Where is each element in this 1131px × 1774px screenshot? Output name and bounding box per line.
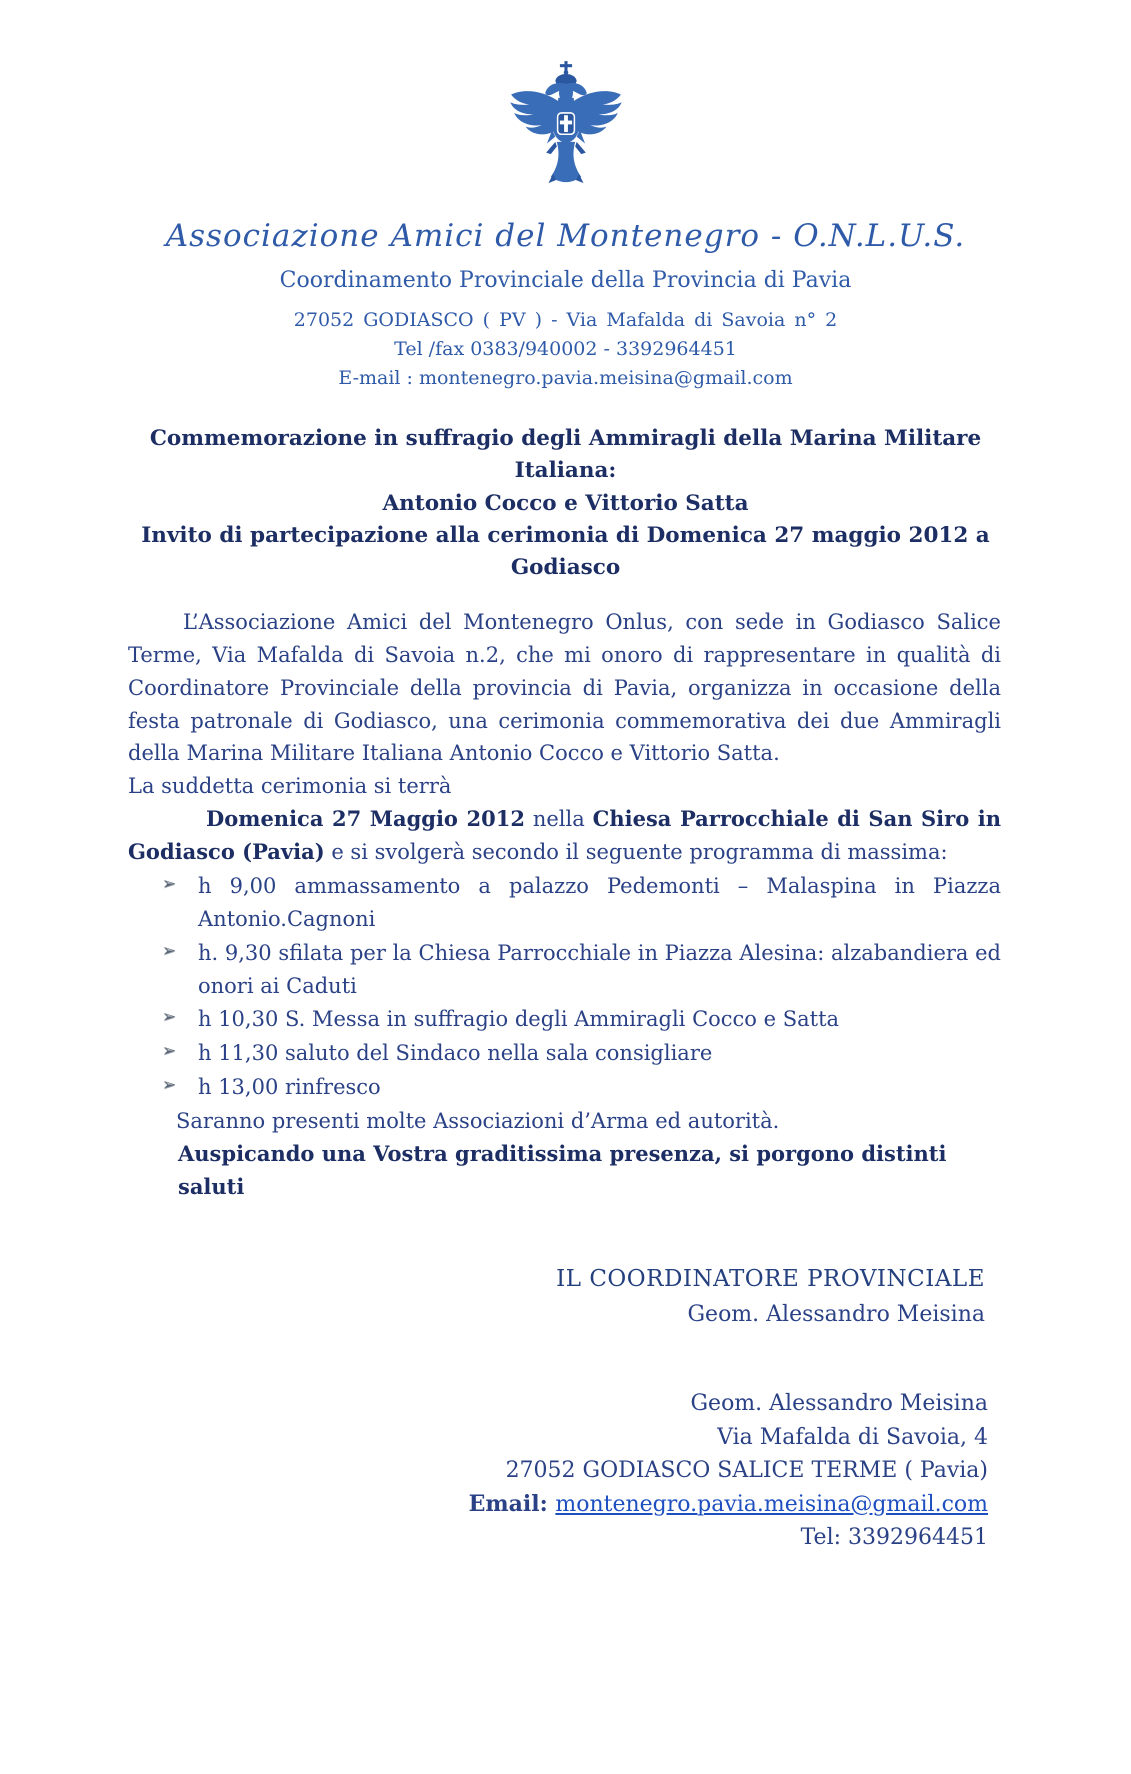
document-title: [0, 423, 1131, 584]
signer-name: Geom. Alessandro Meisina: [687, 1302, 985, 1328]
letterhead-phone: Tel /fax 0383/940002 - 3392964451: [394, 338, 737, 360]
letterhead-email: E-mail : montenegro.pavia.meisina@gmail.com: [338, 367, 793, 389]
contact-city: 27052 GODIASCO SALICE TERME ( Pavia): [505, 1458, 988, 1484]
title-line-2: Antonio Cocco e Vittorio Satta: [382, 490, 749, 516]
list-item: [160, 1071, 1001, 1104]
letterhead: [0, 0, 1131, 389]
arrow-bullet-icon: ➢: [162, 1074, 177, 1095]
letter-body: [0, 606, 1131, 1204]
email-link[interactable]: montenegro.pavia.meisina@gmail.com: [555, 1491, 988, 1517]
list-item: [160, 1037, 1001, 1070]
schedule-place: Chiesa Parrocchiale di San Siro in Godiasco (Pavia): [128, 805, 1001, 864]
title-line-3: Invito di partecipazione alla cerimonia di Domenica 27 maggio 2012 a Godiasco: [141, 522, 990, 580]
arrow-bullet-icon: ➢: [162, 1041, 177, 1061]
schedule-intro: [128, 803, 1001, 869]
schedule-text-2: e si svolgerà secondo il seguente programma di massima:: [324, 839, 948, 864]
contact-tel: Tel: 3392964451: [800, 1525, 988, 1550]
signer-role: IL COORDINATORE PROVINCIALE: [556, 1265, 985, 1292]
program-item-text: h 9,00 ammassamento a palazzo Pedemonti – Malaspina in Piazza Antonio.Cagnoni: [198, 874, 1001, 931]
list-item: [160, 937, 1001, 1003]
letterhead-subtitle: Coordinamento Provinciale della Provincia di Pavia: [279, 268, 852, 293]
title-line-1: Commemorazione in suffragio degli Ammiragli della Marina Militare Italiana:: [149, 426, 982, 484]
email-label: Email:: [468, 1490, 556, 1517]
contact-name: Geom. Alessandro Meisina: [690, 1391, 988, 1417]
letterhead-address: 27052 GODIASCO ( PV ) - Via Mafalda di Savoia n° 2: [293, 309, 838, 331]
bottom-margin: [0, 1554, 1131, 1774]
program-list: [160, 870, 1001, 1103]
contact-block: [0, 1387, 1131, 1554]
organization-name: Associazione Amici del Montenegro - O.N.L.U.S.: [165, 218, 966, 254]
program-item-text: h. 9,30 sfilata per la Chiesa Parrocchiale in Piazza Alesina: alzabandiera ed onori ai Caduti: [198, 940, 1001, 998]
program-item-text: h 13,00 rinfresco: [198, 1074, 381, 1099]
signature-block: [0, 1262, 1131, 1332]
list-item: [160, 870, 1001, 936]
arrow-bullet-icon: ➢: [162, 1007, 177, 1028]
program-item-text: h 11,30 saluto del Sindaco nella sala consigliare: [198, 1041, 713, 1065]
contact-email-row: [0, 1488, 988, 1521]
intro-paragraph: L’Associazione Amici del Montenegro Onlus, con sede in Godiasco Salice Terme, Via Mafalda di Savoia n.2, che mi onoro di rappresentare in qualità di Coordinatore Provinciale della provincia di Pavia, organizza in occasione della festa patronale di Godiasco, una cerimonia commemorativa dei due Ammiragli della Marina Militare Italiana Antonio Cocco e Vittorio Satta.: [128, 610, 1001, 766]
arrow-bullet-icon: ➢: [162, 874, 177, 895]
regards-line: Auspicando una Vostra graditissima presenza, si porgono distinti saluti: [178, 1141, 947, 1199]
ceremony-line: La suddetta cerimonia si terrà: [128, 774, 452, 798]
schedule-text-1: nella: [524, 806, 593, 831]
schedule-date: Domenica 27 Maggio 2012: [206, 805, 525, 831]
list-item: [160, 1003, 1001, 1036]
double-headed-eagle-crest-icon: [0, 58, 1131, 206]
contact-street: Via Mafalda di Savoia, 4: [717, 1424, 988, 1450]
program-item-text: h 10,30 S. Messa in suffragio degli Ammiragli Cocco e Satta: [198, 1007, 840, 1032]
arrow-bullet-icon: ➢: [162, 940, 177, 961]
attendees-line: Saranno presenti molte Associazioni d’Arma ed autorità.: [176, 1108, 780, 1133]
